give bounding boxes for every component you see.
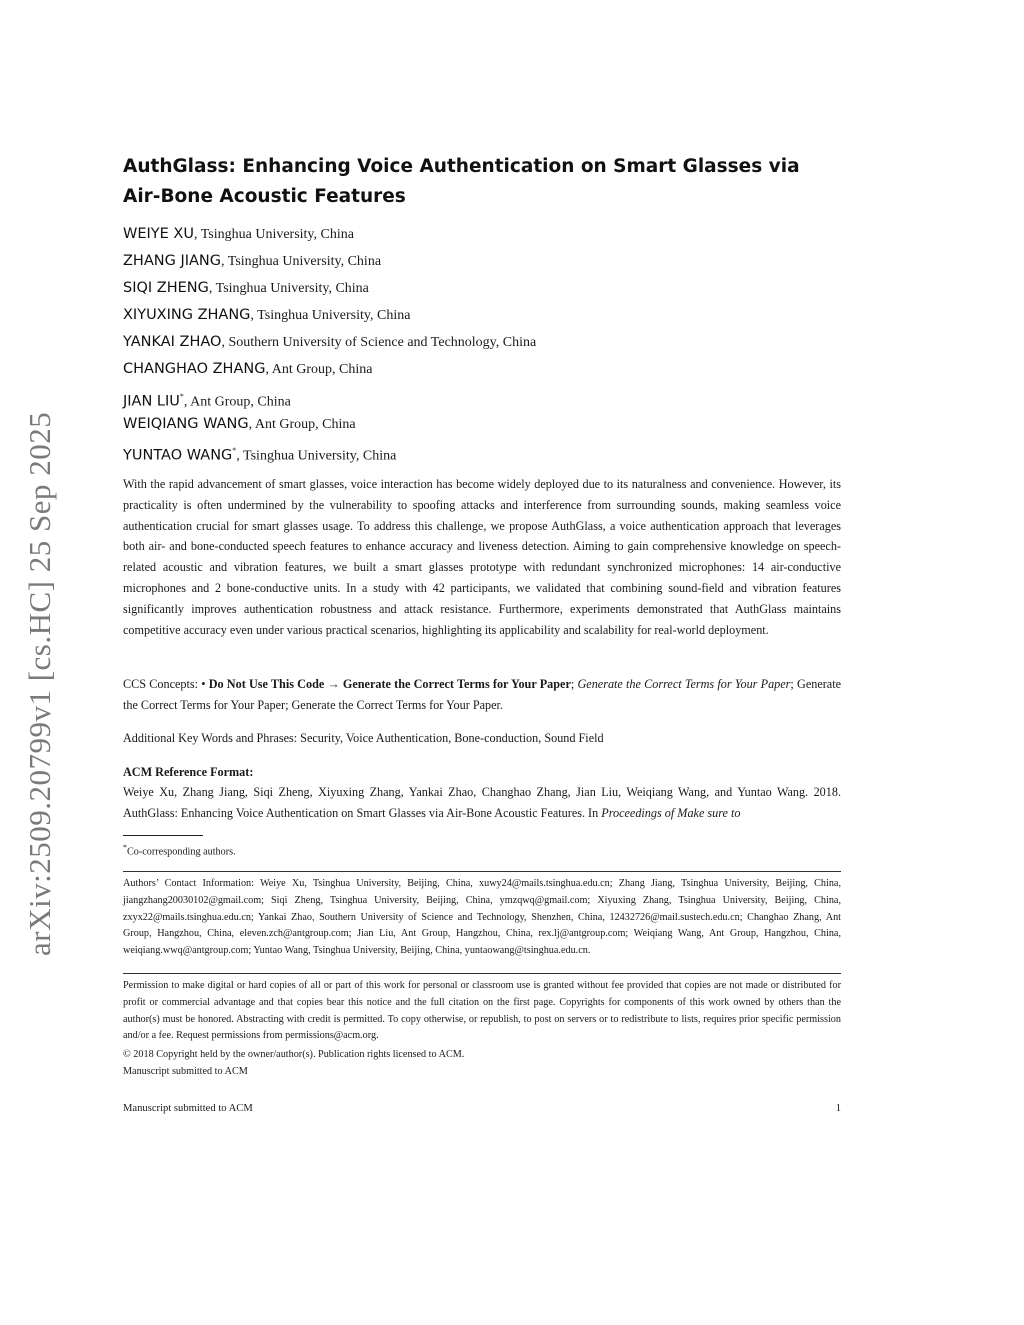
- keywords: Additional Key Words and Phrases: Security, Voice Authentication, Bone-conduction, Sound Field: [123, 731, 604, 745]
- author-name: SIQI ZHENG: [123, 280, 209, 297]
- author-entry: ZHANG JIANG, Tsinghua University, China: [123, 253, 382, 270]
- copyright-line: © 2018 Copyright held by the owner/author(s). Publication rights licensed to ACM.: [123, 1049, 465, 1060]
- manuscript-note: Manuscript submitted to ACM: [123, 1065, 248, 1077]
- footer-left: Manuscript submitted to ACM: [123, 1103, 253, 1114]
- author-affiliation: Tsinghua University, China: [243, 448, 397, 464]
- reference-venue: Proceedings of Make sure to: [601, 805, 741, 820]
- ccs-concepts: [123, 674, 841, 716]
- paper-title: AuthGlass: Enhancing Voice Authentication on Smart Glasses via Air-Bone Acoustic Features: [123, 156, 800, 207]
- ccs-italic-term: Generate the Correct Terms for Your Paper: [577, 677, 791, 691]
- author-affiliation: Tsinghua University, China: [257, 308, 411, 324]
- author-entry: XIYUXING ZHANG, Tsinghua University, China: [123, 307, 411, 324]
- author-name: YUNTAO WANG: [123, 447, 233, 464]
- page-footer: [123, 1101, 841, 1117]
- copyright-block: [123, 1047, 841, 1081]
- footnote-text: Co-corresponding authors.: [127, 846, 236, 858]
- author-name: WEIYE XU: [123, 226, 194, 242]
- author-entry: SIQI ZHENG, Tsinghua University, China: [123, 280, 369, 297]
- author-entry: CHANGHAO ZHANG, Ant Group, China: [123, 361, 373, 378]
- author-affiliation: Ant Group, China: [271, 362, 373, 378]
- permission-notice: Permission to make digital or hard copies of all or part of this work for personal or classroom use is granted without fee provided that copies are not made or distributed for profit or commercial advantage and that copies bear this notice and the full citation on the first page. Copyrights for components of this work owned by others than the author(s) must be honored. Abstracting with credit is permitted. To copy otherwise, or republish, to post on servers or to redistribute to lists, requires prior specific permission and/or a fee. Request permissions from permissions@acm.org.: [123, 980, 841, 1042]
- arxiv-identifier: arXiv:2509.20799v1 [cs.HC] 25 Sep 2025: [22, 411, 57, 956]
- author-name: YANKAI ZHAO: [123, 334, 222, 351]
- author-name: JIAN LIU: [123, 392, 180, 409]
- ccs-separator: ;: [570, 677, 578, 691]
- author-name: ZHANG JIANG: [123, 253, 222, 270]
- reference-text: Weiye Xu, Zhang Jiang, Siqi Zheng, Xiyuxing Zhang, Yankai Zhao, Changhao Zhang, Jian Liu, Weiqiang Wang, and Yuntao Wang. 2018. AuthGlass: Enhancing Voice Authentication on Smart Glasses via Air-Bone Acoustic Features. In: [123, 785, 841, 820]
- page-number: 1: [835, 1103, 841, 1114]
- author-affiliation: Tsinghua University, China: [200, 227, 354, 242]
- author-name: XIYUXING ZHANG: [123, 307, 251, 324]
- corresponding-mark: *: [232, 445, 237, 455]
- author-affiliation: Southern University of Science and Technology, China: [228, 335, 537, 351]
- author-entry: WEIQIANG WANG, Ant Group, China: [123, 415, 356, 432]
- reference-format-label: ACM Reference Format:: [123, 765, 254, 779]
- author-affiliation: Tsinghua University, China: [215, 281, 369, 297]
- author-entry: YUNTAO WANG*, Tsinghua University, China: [123, 445, 397, 464]
- abstract: With the rapid advancement of smart glasses, voice interaction has become widely deployed due to its naturalness and convenience. However, its practicality is often undermined by the vulnerability to spoofing attacks and interference from surrounding sounds, making seamless voice authentication crucial for smart glasses usage. To address this challenge, we propose AuthGlass, a voice authentication approach that leverages both air- and bone-conducted speech features to enhance accuracy and liveness detection. Aiming to gain comprehensive knowledge on speech-related acoustic and vibration features, we built a smart glasses prototype with redundant synchronized microphones: 14 air-conductive microphones and 2 bone-conductive units. In a study with 42 participants, we validated that combining sound-field and vibration features significantly improves authentication robustness and attack resistance. Furthermore, experiments demonstrated that AuthGlass maintains competitive accuracy even under various practical scenarios, highlighting its applicability and scalability for real-world deployment.: [123, 477, 841, 637]
- ccs-bold-term: Do Not Use This Code → Generate the Correct Terms for Your Paper: [208, 677, 571, 691]
- contact-information: Authors’ Contact Information: Weiye Xu, Tsinghua University, Beijing, China, xuwy24@mails.tsinghua.edu.cn; Zhang Jiang, Tsinghua University, Beijing, China, jiangzhang20030102@gmail.com; Siqi Zheng, Tsinghua University, Beijing, China, ymzqwq@gmail.com; Xiyuxing Zhang, Tsinghua University, Beijing, China, zxyx22@mails.tsinghua.edu.cn; Yankai Zhao, Southern University of Science and Technology, Shenzhen, China, 12432726@mail.sustech.edu.cn; Changhao Zhang, Ant Group, Hangzhou, China, eleven.zch@antgroup.com; Jian Liu, Ant Group, Hangzhou, China, rex.lj@antgroup.com; Weiqiang Wang, Ant Group, Hangzhou, China, weiqiang.wwq@antgroup.com; Yuntao Wang, Tsinghua University, Beijing, China, yuntaowang@tsinghua.edu.cn.: [123, 878, 841, 957]
- author-affiliation: Ant Group, China: [254, 416, 356, 432]
- author-name: CHANGHAO ZHANG: [123, 361, 266, 378]
- footnote: [123, 840, 841, 860]
- author-affiliation: Ant Group, China: [190, 393, 291, 409]
- author-entry: YANKAI ZHAO, Southern University of Science and Technology, China: [123, 334, 537, 351]
- corresponding-mark: *: [179, 391, 184, 401]
- author-affiliation: Tsinghua University, China: [227, 254, 382, 270]
- divider: [123, 973, 841, 974]
- reference-format-text: [123, 782, 841, 824]
- ccs-label: CCS Concepts: •: [123, 677, 209, 691]
- ccs-rest: ; Generate the Correct Terms for Your Paper; Generate the Correct Terms for Your Paper.: [123, 677, 841, 712]
- footnote-rule: [123, 835, 203, 836]
- author-entry: WEIYE XU, Tsinghua University, China: [123, 226, 354, 242]
- author-list: [123, 222, 841, 466]
- author-entry: JIAN LIU*, Ant Group, China: [123, 391, 291, 409]
- divider: [123, 871, 841, 872]
- author-name: WEIQIANG WANG: [123, 415, 249, 432]
- footnote-mark: *: [123, 843, 127, 852]
